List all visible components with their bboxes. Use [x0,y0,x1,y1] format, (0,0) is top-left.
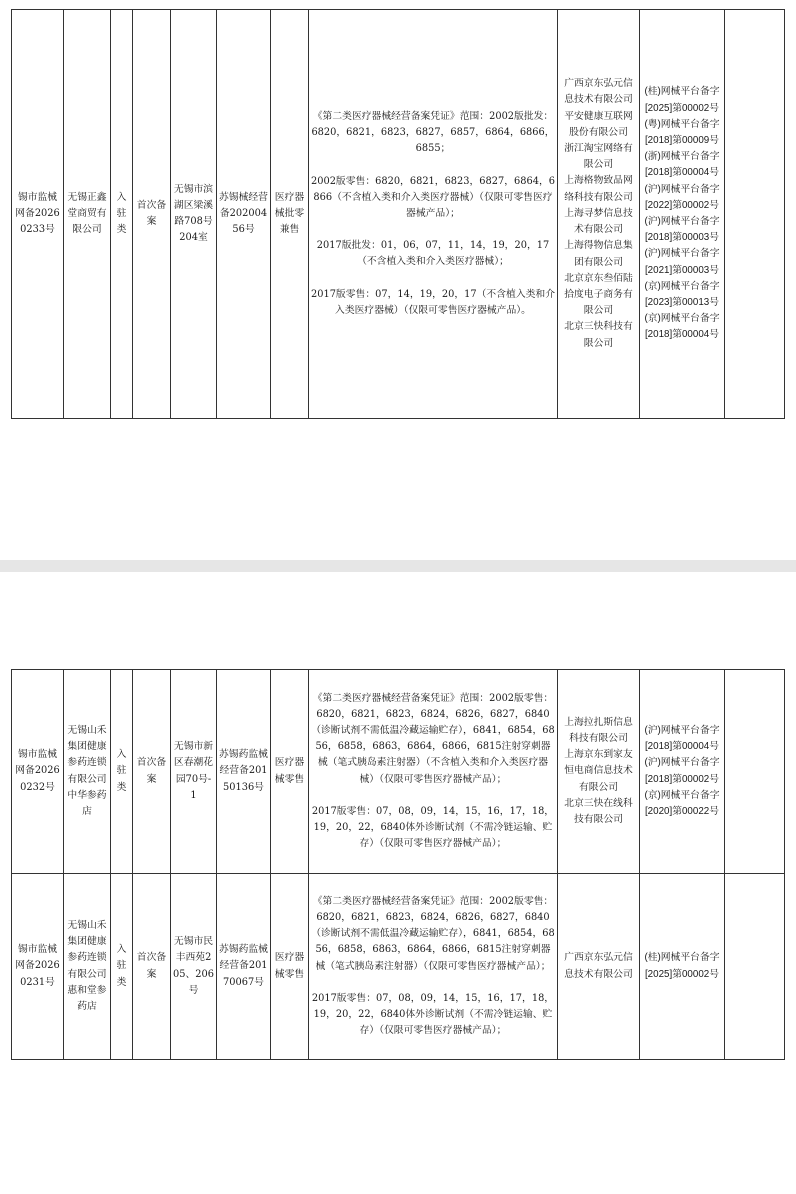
cell-paragraph [311,271,555,287]
remark-cell [725,670,785,874]
cell-paragraph: 北京三快在线科技有限公司 [564,797,633,825]
type-cell: 入驻类 [111,874,133,1060]
platform-cell [558,874,640,1060]
license-cell: 苏锡械经营备20200456号 [217,10,271,419]
cell-paragraph [311,222,555,238]
address-cell: 无锡市新区春潮花园70号-1 [171,670,217,874]
cell-paragraph: 2002版零售：6820，6821，6823，6827，6864，6866（不含植入类和介入类医疗器械）（仅限可零售医疗器械产品）； [311,175,555,219]
filing-table-2 [11,669,785,1060]
cell-paragraph: (沪)网械平台备字[2021]第00003号 [644,248,720,276]
cell-paragraph: 上海拉扎斯信息科技有限公司 [564,716,633,744]
cell-paragraph [311,158,555,174]
filing-cell: 首次备案 [133,874,171,1060]
category-cell: 医疗器械批零兼售 [271,10,309,419]
cell-paragraph: (桂)网械平台备字[2025]第00002号 [644,952,720,980]
license-cell: 苏锡药监械经营备20170067号 [217,874,271,1060]
company-cell: 无锡山禾集团健康参药连锁有限公司中华参药店 [64,670,111,874]
company-cell: 无锡正鑫堂商贸有限公司 [64,10,111,419]
cell-paragraph [311,975,555,991]
cell-paragraph: 上海得物信息集团有限公司 [564,240,633,268]
platform-record-cell [640,874,725,1060]
table-row [12,874,785,1060]
cell-paragraph: 浙江淘宝网络有限公司 [564,143,633,171]
platform-cell [558,670,640,874]
address-cell: 无锡市滨湖区梁溪路708号204室 [171,10,217,419]
cell-paragraph: (浙)网械平台备字[2018]第00004号 [644,151,720,179]
category-cell: 医疗器械零售 [271,670,309,874]
record-number-cell: 锡市监械网备20260233号 [12,10,64,419]
remark-cell [725,10,785,419]
cell-paragraph: (京)网械平台备字[2020]第00022号 [644,789,720,817]
cell-paragraph [311,788,555,804]
type-cell: 入驻类 [111,10,133,419]
cell-paragraph: (京)网械平台备字[2018]第00004号 [644,313,720,341]
scope-cell [309,874,558,1060]
platform-record-cell [640,10,725,419]
cell-paragraph: (京)网械平台备字[2023]第00013号 [644,280,720,309]
table-row [12,10,785,419]
cell-paragraph: 上海寻梦信息技术有限公司 [564,207,633,236]
cell-paragraph: 上海格物致品网络科技有限公司 [564,175,633,203]
platform-cell [558,10,640,419]
category-cell: 医疗器械零售 [271,874,309,1060]
cell-paragraph: (桂)网械平台备字[2025]第00002号 [644,86,720,114]
document-page-2 [0,572,796,1194]
cell-paragraph: 2017版零售：07，14，19，20，17（不含植入类和介入类医疗器械）（仅限可零售医疗器械产品）。 [311,288,556,316]
cell-paragraph: 广西京东弘元信息技术有限公司 [564,952,633,980]
cell-paragraph: 《第二类医疗器械经营备案凭证》范围：2002版零售：6820，6821，6823，6824，6826，6827，6840（诊断试剂不需低温冷藏运输贮存），6841，6854，6856，6858，6863，6864，6866，6815注射穿刺器械（笔式胰岛素注射器）（不含植入类和介入类医疗器械）（仅限可零售医疗器械产品）； [311,692,555,785]
cell-paragraph: (沪)网械平台备字[2022]第00002号 [644,183,720,211]
cell-paragraph: 2017版零售：07，08，09，14，15，16，17，18，19，20，22，6840体外诊断试剂（不需冷链运输、贮存）（仅限可零售医疗器械产品）； [311,992,555,1037]
scope-cell [309,670,558,874]
type-cell: 入驻类 [111,670,133,874]
cell-paragraph: 广西京东弘元信息技术有限公司 [564,78,633,106]
cell-paragraph: 北京三快科技有限公司 [564,321,633,349]
cell-paragraph: (沪)网械平台备字[2018]第00004号 [644,724,720,753]
record-number-cell: 锡市监械网备20260232号 [12,670,64,874]
document-page-1 [0,0,796,560]
remark-cell [725,874,785,1060]
cell-paragraph: (沪)网械平台备字[2018]第00002号 [644,757,720,785]
address-cell: 无锡市民丰西苑205、206号 [171,874,217,1060]
filing-cell: 首次备案 [133,670,171,874]
cell-paragraph: 平安健康互联网股份有限公司 [564,110,633,138]
cell-paragraph: 上海京东到家友恒电商信息技术有限公司 [564,749,633,793]
filing-cell: 首次备案 [133,10,171,419]
cell-paragraph: (粤)网械平台备字[2018]第00009号 [644,118,720,146]
company-cell: 无锡山禾集团健康参药连锁有限公司惠和堂参药店 [64,874,111,1060]
page-separator [0,560,796,572]
cell-paragraph: 2017版批发：01，06，07，11，14，19，20，17（不含植入类和介入类医疗器械）； [316,240,550,268]
cell-paragraph: 北京京东叁佰陆拾度电子商务有限公司 [564,272,633,317]
license-cell: 苏锡药监械经营备20150136号 [217,670,271,874]
cell-paragraph: 《第二类医疗器械经营备案凭证》范围：2002版零售：6820，6821，6823，6824，6826，6827，6840（诊断试剂不需低温冷藏运输贮存），6841，6854，6856，6858，6863，6864，6866，6815注射穿刺器械（笔式胰岛素注射器）（仅限可零售医疗器械产品）； [311,895,555,972]
cell-paragraph: (沪)网械平台备字[2018]第00003号 [644,216,720,244]
scope-cell [309,10,558,419]
filing-table-1 [11,9,785,419]
cell-paragraph: 《第二类医疗器械经营备案凭证》范围：2002版批发：6820，6821，6823，6827，6857，6864，6866，6855； [311,110,555,155]
cell-paragraph: 2017版零售：07，08，09，14，15，16，17，18，19，20，22，6840体外诊断试剂（不需冷链运输、贮存）（仅限可零售医疗器械产品）； [311,805,555,850]
table-row [12,670,785,874]
record-number-cell: 锡市监械网备20260231号 [12,874,64,1060]
platform-record-cell [640,670,725,874]
